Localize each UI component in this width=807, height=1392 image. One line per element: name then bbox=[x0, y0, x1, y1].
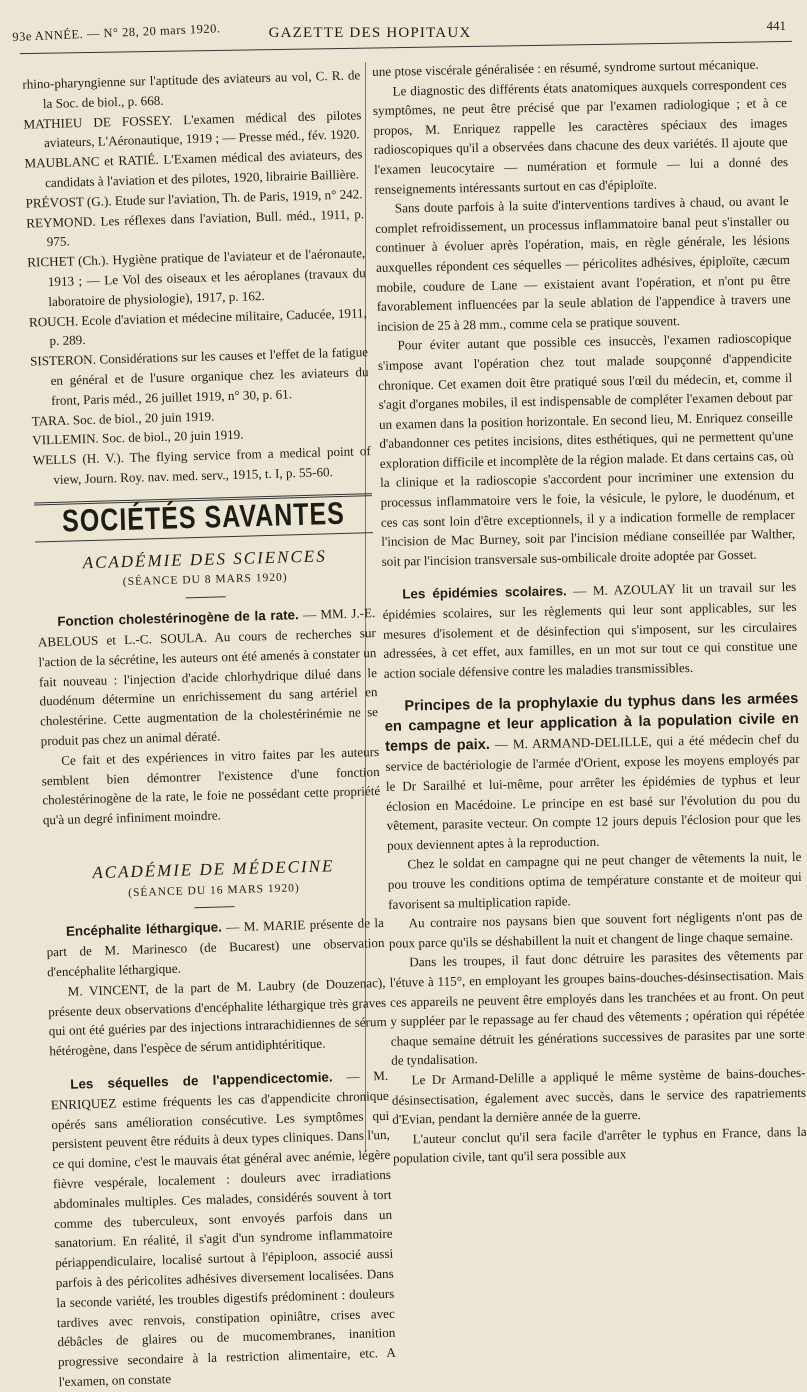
reference-item: TARA. Soc. de biol., 20 juin 1919. bbox=[31, 408, 215, 429]
page-number: 441 bbox=[766, 18, 786, 33]
article-heading: Principes de la prophylaxie du typhus dans les armées en campagne et leur application à la population civile en temps de paix. bbox=[384, 691, 799, 756]
article-paragraph: L'auteur conclut qu'il sera facile d'arrêter le typhus en France, dans la population civile, tant qu'il sera possible aux bbox=[392, 1123, 807, 1167]
reference-item: WELLS (H. V.). The flying service from a medical point of view, Journ. Roy. nav. med. serv., 1915, t. I, p. 55-60. bbox=[32, 443, 371, 487]
article-paragraph: Le Dr Armand-Delille a appliqué le même système de bains-douches-désinsectisation, également avec succès, dans le service des rapatriements d'Evian, pendant la dernière année de la guerre. bbox=[391, 1064, 807, 1127]
short-divider bbox=[186, 596, 226, 598]
reference-item: ROUCH. Ecole d'aviation et médecine militaire, Caducée, 1911, p. 289. bbox=[28, 304, 368, 349]
right-column bbox=[372, 54, 807, 1169]
seance-date: (SÉANCE DU 8 MARS 1920) bbox=[122, 571, 288, 589]
article-appendicectomie bbox=[50, 1066, 397, 1392]
article-paragraph: Au contraire nos paysans bien que souvent fort négligents n'ont pas de poux parce qu'ils se déshabillent la nuit et changent de linge chaque semaine. bbox=[388, 908, 803, 951]
article-paragraph: Sans doute parfois à la suite d'interventions tardives à chaud, ou avant le complet refroidissement, un processus inflammatoire banal peut s'installer ou continuer à évoluer après l'opération, mais, en règle générale, les lésions auxquelles répondent ces séquelles — péricolites adhésives, épiploïte, cæcum mobile, coudure de Lane — existaient avant l'opération, et n'ont pu être favorablement influencées par la seule ablation de l'appendice à travers une incision de 25 à 28 mm., comme cela se pratique souvent. bbox=[375, 193, 791, 334]
issue-info: 93e ANNÉE. — N° 28, 20 mars 1920. bbox=[12, 21, 221, 44]
reference-item: PRÉVOST (G.). Etude sur l'aviation, Th. de Paris, 1919, n° 242. bbox=[25, 186, 363, 211]
article-paragraph: Ce fait et des expériences in vitro faites par les auteurs semblent bien démontrer l'existence d'une fonction cholestérinogène de la rate, le foie ne possédant cette propriété qu'à un degré infiniment moindre. bbox=[41, 743, 381, 828]
header-rule bbox=[20, 41, 792, 54]
article-text: — M. ARMAND-DELILLE, qui a été médecin chef du service de bactériologie de l'armée d'Orient, expose les moyens employés par le Dr Sarailhé et lui-même, pour arrêter les épidémies de typhus et leur éclosion en Macédoine. Le principe en est basé sur l'évolution du pou du vêtement, parasite vecteur. On compte 12 jours depuis l'éclosion pour que les poux deviennent aptes à la reproduction. bbox=[385, 731, 801, 853]
article-paragraph: Chez le soldat en campagne qui ne peut changer de vêtements la nuit, le pou trouve les conditions optima de température constante et de moiteur qui favorisent sa multiplication rapide. bbox=[387, 849, 802, 912]
article-paragraph: Pour éviter autant que possible ces insuccès, l'examen radioscopique s'impose avant l'opération chez tout malade soupçonné d'appendicite chronique. Cet examen doit être pratiqué sous l'œil du médecin, et, comme il s'agit d'organes mobiles, il est indispensable de compléter l'examen debout par un examen dans la position horizontale. En second lieu, M. Enriquez conseille d'abandonner ces petites incisions, dites esthétiques, qui ne permettent qu'une exploration difficile et incomplète de la région malade. Et dans certains cas, où la clinique et la radioscopie s'accordent pour incriminer une extension du processus inflammatoire vers le foie, la vésicule, le pylore, le duodénum, et ces cas sont loin d'être exceptionnels, il y a indication formelle de remplacer l'incision de Mac Burney, soit par l'incision médiane conseillée par Walther, soit par l'incision transversale sus-ombilicale droite adoptée par Gosset. bbox=[377, 330, 796, 569]
article-encephalite bbox=[46, 913, 386, 982]
publication-title: GAZETTE DES HOPITAUX bbox=[268, 25, 472, 41]
academie-sciences-title: ACADÉMIE DES SCIENCES bbox=[82, 545, 327, 572]
reference-item: MATHIEU DE FOSSEY. L'examen médical des pilotes aviateurs, L'Aéronautique, 1919 ; — Presse méd., fév. 1920. bbox=[23, 106, 362, 151]
reference-item: MAUBLANC et RATIÉ. L'Examen médical des aviateurs, des candidats à l'aviation et des pilotes, 1920, librairie Baillière. bbox=[24, 146, 363, 191]
article-cholesterine bbox=[37, 603, 379, 751]
section-title: SOCIÉTÉS SAVANTES bbox=[61, 495, 346, 539]
article-paragraph: Dans les troupes, il faut donc détruire les parasites des vêtements par l'étuve à 115°, en employant les groupes bains-douches-désinsectisation. Mais ces appareils ne peuvent être employés dans les tranchées et au front. On peut y suppléer par le repassage au fer chaud des vêtements ; opération qui répétée chaque semaine détruit les générations successives de parasites par une sorte de tyndalisation. bbox=[389, 947, 805, 1069]
reference-item: SISTERON. Considérations sur les causes et l'effet de la fatigue en général et de l'usure organique chez les aviateurs du front, Paris méd., 26 juillet 1919, n° 30, p. 61. bbox=[29, 344, 369, 408]
reference-item: RICHET (Ch.). Hygiène pratique de l'aviateur et de l'aéronaute, 1913 ; — Le Vol des oiseaux et les aéroplanes (travaux du laboratoire de physiologie), 1917, p. 162. bbox=[27, 245, 366, 309]
reference-item: rhino-pharyngienne sur l'aptitude des aviateurs au vol, C. R. de la Soc. de biol., p. 668. bbox=[22, 67, 361, 111]
article-text: — M. AZOULAY lit un travail sur les épidémies scolaires, sur les règlements qui leur sont applicables, sur les mesures d'isolement et de désinfection qui s'imposent, sur les circulaires adressées, à cet effet, aux familles, en un mot sur tout ce qui constitue une action sociale défensive contre les maladies transmissibles. bbox=[382, 579, 798, 681]
reference-list bbox=[22, 65, 371, 490]
article-heading: Les épidémies scolaires. bbox=[402, 583, 567, 602]
reference-item: VILLEMIN. Soc. de biol., 20 juin 1919. bbox=[32, 427, 244, 448]
article-typhus bbox=[384, 689, 801, 855]
article-paragraph: Le diagnostic des différents états anatomiques auxquels correspondent ces symptômes, ne peut être précisé que par l'examen radiologique ; et à ce propos, M. Enriquez rappelle les caractères spéciaux des images radioscopiques qu'il a observées dans chacune des deux variétés. Il ajoute que l'examen leucocytaire — numération et formule — lui a donné des renseignements intéressants surtout en cas d'épiploïte. bbox=[372, 75, 789, 197]
left-column bbox=[22, 65, 397, 1392]
reference-item: REYMOND. Les réflexes dans l'aviation, Bull. méd., 1911, p. 975. bbox=[25, 205, 365, 250]
seance-date: (SÉANCE DU 16 MARS 1920) bbox=[127, 881, 300, 899]
short-divider bbox=[194, 907, 234, 909]
article-epidemies bbox=[382, 577, 798, 683]
article-heading: Encéphalite léthargique. bbox=[65, 919, 223, 940]
article-heading: Fonction cholestérinogène de la rate. bbox=[57, 607, 299, 630]
article-text: — M. ENRIQUEZ estime fréquents les cas d'appendicite chronique opérés sans amélioration consécutive. Les symptômes qui persistent peuvent être réduits à deux types cliniques. Dans l'un, ce qui domine, c'est le mauvais état général avec anémie, légère fièvre vespérale, localement : douleurs avec irradiations abdominales multiples. Ces malades, considérés souvent à tort comme des tuberculeux, sont envoyés parfois dans un sanatorium. En réalité, il s'agit d'un syndrome inflammatoire périappendiculaire, localisé surtout à l'épiploon, associé aussi parfois à des péricolites adhésives diversement localisées. Dans la seconde variété, les troubles digestifs prédominent : douleurs tardives avec renvois, constipation opiniâtre, crises avec débâcles de glaires ou de mucomembranes, inanition progressive secondaire à la restriction alimentaire, etc. A l'examen, on constate bbox=[50, 1067, 397, 1390]
article-paragraph: une ptose viscérale généralisée : en résumé, syndrome surtout mécanique. bbox=[372, 56, 759, 79]
article-paragraph: M. VINCENT, de la part de M. Laubry (de Douzenac), présente deux observations d'encéphalite léthargique très graves qui ont été guéries par des injections intrarachidiennes de sérum hétérogène, dans l'espèce de sérum antidiphtéritique. bbox=[48, 974, 387, 1059]
article-text: — M. MARIE présente de la part de M. Marinesco (de Bucarest) une observation d'encéphalite léthargique. bbox=[46, 915, 385, 980]
article-heading: Les séquelles de l'appendicectomie. bbox=[70, 1069, 333, 1092]
article-text: — MM. J.-E. ABELOUS et L.-C. SOULA. Au cours de recherches sur l'action de la sécrétine, les auteurs ont été amenés à constater un fait nouveau : l'injection d'acide chlorhydrique dilué dans le duodénum détermine un enrichissement du sang artériel en cholestérine. Cette augmentation de la cholestérinémie ne se produit pas chez un animal dératé. bbox=[37, 605, 379, 749]
academie-medecine-title: ACADÉMIE DE MÉDECINE bbox=[92, 856, 335, 882]
